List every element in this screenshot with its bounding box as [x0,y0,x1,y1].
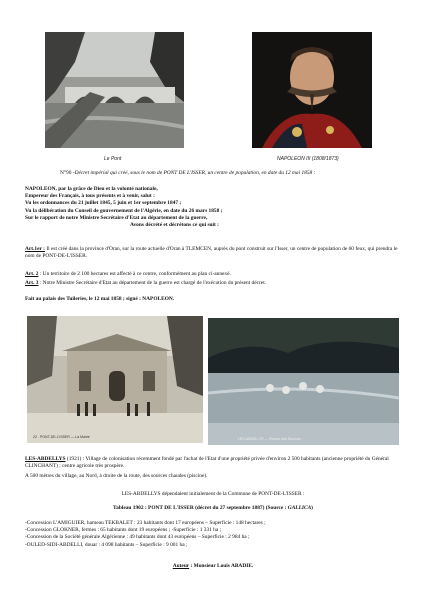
abdellys-dependency: LES-ABDELLYS dépendaient initialement de la Commune de PONT-DE-L'ISSER : [121,491,305,497]
abdellys-description: (1921) : Village de colonisation récemment fondé par l'achat de l'Etat d'une propriété privée d'environ 2 500 habitants (ancienne propriété du Général CLINCHANT) ; centre agricole très prospère. [25,456,389,470]
table-source: GALLICA [287,505,312,511]
decree-number: N°90 [60,170,72,176]
intro-line: Sur le rapport de notre Ministre Secrétaire d'Etat au département de la guerre, [25,214,208,221]
bridge-caption: Le Pont [104,156,122,162]
art1-label: Art.1er : [25,246,45,252]
intro-line: Empereur des Français, à tous présents et à venir, salut : [25,193,155,200]
abdellys-sources: A 500 mètres du village, au Nord, à droite de la route, des sources chaudes (piscine). [25,473,208,479]
decree-title: -Décret impérial qui créé, sous le nom de PONT DE L'ISSER, un centre de population, en date du 12 mai 1858 : [71,170,316,176]
bridge-photo [45,32,184,148]
art2-label: Art. 2 [25,271,39,277]
intro-line: Vu la délibération du Conseil de gouvernement de l'Algérie, en date du 26 mars 1858 ; [25,207,223,214]
table-title-close: ) [311,505,313,511]
napoleon-portrait [252,32,372,148]
abdellys-name: LES-ABDELLYS [25,456,66,462]
napoleon-caption: NAPOLEON III (1808/1873) [277,156,339,162]
mairie-caption: 22 - PONT-DE-L'ISSER — La Mairie [33,435,90,439]
mairie-photo [27,316,203,443]
art3-text: : Notre Ministre Secrétaire d'Etat au département de la guerre est chargé de l'exécution du présent décret. [38,280,267,286]
concession-item: -Concession de la Société générale Algérienne : 49 habitants dont 43 européens – Superficie : 2 984 ha ; [25,534,250,541]
intro-center: Avons décrété et décrétons ce qui suit : [130,222,219,229]
article-3 [25,280,401,287]
intro-line: NAPOLEON, par la grâce de Dieu et la volonté nationale, [25,186,158,192]
concession-item: -OULED-SIDI-ABDELLI, douar : 4 098 habitants – Superficie : 9 001 ha ; [25,541,188,548]
decree-signed: Fait au palais des Tuileries, le 12 mai 1858 ; signé : NAPOLEON. [25,296,175,302]
abdellys-paragraph [25,456,401,470]
concession-item: -Concession L'AMIGUIER, hameau TEKBALET : 23 habitants dont 17 européens – Superficie : 148 hectares ; [25,520,266,526]
decree-intro [25,186,401,229]
art2-text: : Un territoire de 2 100 hectares est affecté à ce centre, conformément au plan ci-annexé. [38,271,231,277]
art1-text: Il est créé dans la province d'Oran, sur la route actuelle d'Oran à TLEMCEN, auprès du pont construit sur l'Isser, un centre de population de 60 feux, qui prendra le nom de PONT-DE-L'ISSER. [25,246,398,260]
piscine-photo [208,318,399,445]
article-1 [25,246,401,260]
piscine-caption: LES-ABDELLYS — Piscine des Sources [238,437,301,441]
author-name: : Monsieur Louis ABADIE. [189,563,254,569]
author-line [25,563,401,570]
table-title [25,505,401,512]
author-label: Auteur [172,563,190,569]
decree-heading [60,170,400,177]
concession-item: -Concession GLOKNER, fermes : 65 habitants dont 19 européens ; -Superficie : 1 331 ha ; [25,527,222,534]
table-title-text: Tableau 1902 : PONT DE L'ISSER (décret du 27 septembre 1887) (Source : [113,505,288,511]
art3-label: Art. 3 [25,280,39,286]
article-2 [25,271,401,278]
intro-line: Vu les ordonnances du 21 juillet 1845, 5 juin et 1er septembre 1847 ; [25,200,182,207]
concessions-list [25,520,401,549]
